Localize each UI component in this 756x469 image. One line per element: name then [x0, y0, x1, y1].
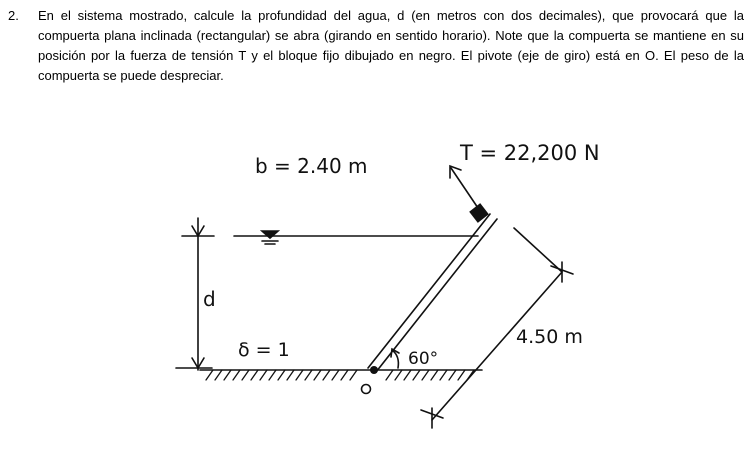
pivot-marker [362, 385, 371, 394]
problem-number: 2. [8, 8, 19, 23]
pivot-label: O [360, 418, 361, 419]
density-label: δ = 1 [238, 339, 290, 361]
ground-hatching [206, 370, 474, 380]
angle-label: 60° [408, 349, 439, 369]
free-surface-symbol [262, 231, 278, 244]
pivot-point-icon [370, 366, 378, 374]
depth-label: d [203, 287, 216, 311]
width-label: b = 2.40 m [255, 154, 368, 178]
problem-text: En el sistema mostrado, calcule la profundidad del agua, d (en metros con dos decimales), que provocará que la compuerta plana inclinada (rectangular) se abra (girando en sentido horario). Note que la compuerta se mantiene en su posición por la fuerza de tensión T y el bloque fijo dibujado en negro. El pivote (eje de giro) está en O. El peso de la compuerta se puede despreciar. [38, 8, 744, 83]
tension-cable [450, 166, 478, 208]
length-label: 4.50 m [516, 326, 583, 348]
tension-label: T = 22,200 N [460, 141, 600, 165]
